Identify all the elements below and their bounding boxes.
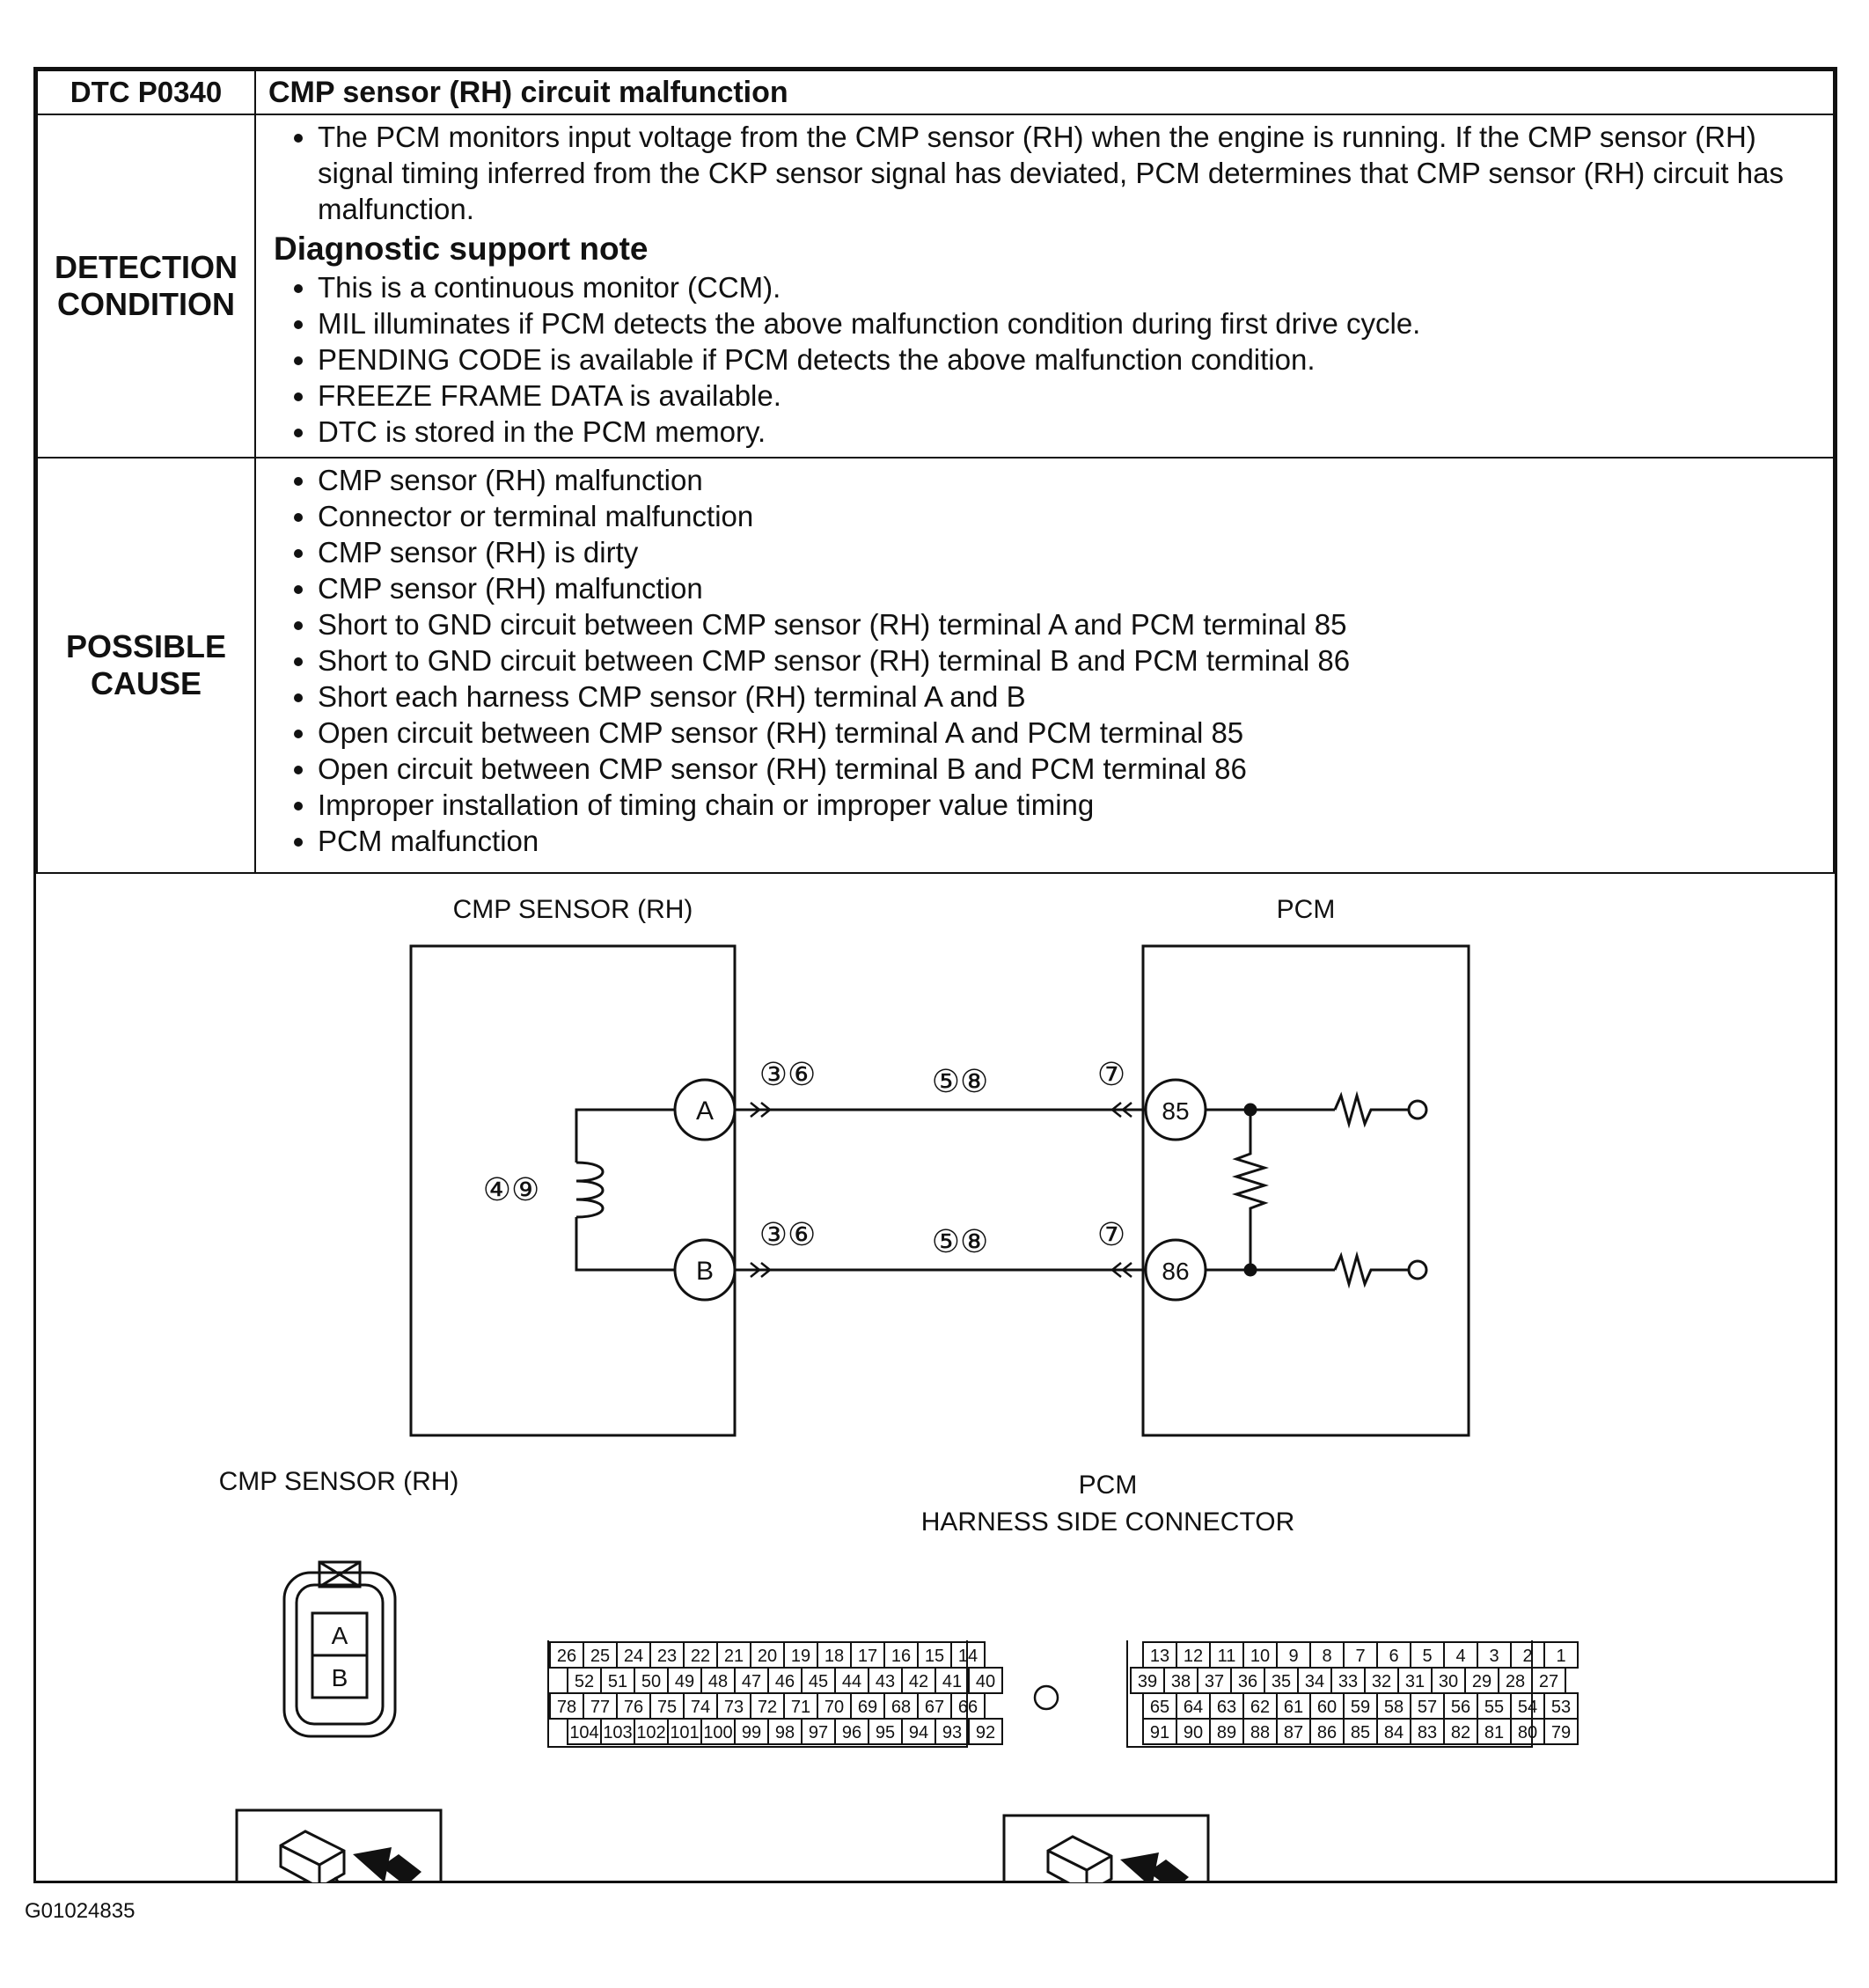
terminal-b-label: B [695, 1257, 715, 1286]
connector-pin-number: 69 [857, 1698, 878, 1717]
possible-cause-label-line2: CAUSE [90, 665, 202, 701]
connector-pin-number: 100 [703, 1723, 733, 1742]
connector-pin-number: 66 [957, 1698, 978, 1717]
list-item: • Short to GND circuit between CMP sensor (RH) terminal A and PCM terminal 85 [318, 606, 1822, 642]
connector-pin-number: 3 [1489, 1647, 1499, 1666]
connector-pin-number: 39 [1137, 1672, 1158, 1691]
connector-pin-number: 23 [656, 1647, 678, 1666]
list-item: • MIL illuminates if PCM detects the above malfunction condition during first drive cycle. [318, 305, 1822, 341]
connector-pin-number: 32 [1371, 1672, 1392, 1691]
connector-pin-number: 90 [1183, 1723, 1204, 1742]
possible-cause-list [267, 462, 1822, 859]
connector-pin-number: 7 [1355, 1647, 1366, 1666]
detection-label-line2: CONDITION [57, 286, 235, 322]
dtc-code: DTC P0340 [37, 70, 255, 114]
connector-pin-number: 19 [790, 1647, 811, 1666]
connector-pin-number: 104 [569, 1723, 599, 1742]
connector-pin-number: 84 [1383, 1723, 1404, 1742]
connector-pin-number: 22 [690, 1647, 711, 1666]
connector-pin-number: 57 [1417, 1698, 1438, 1717]
connector-pin-number: 61 [1283, 1698, 1304, 1717]
connector-pin-number: 8 [1322, 1647, 1332, 1666]
connector-pin-number: 58 [1383, 1698, 1404, 1717]
detection-label-line1: DETECTION [54, 249, 238, 285]
connector-pin-number: 56 [1450, 1698, 1471, 1717]
connector-pin-number: 88 [1250, 1723, 1271, 1742]
detection-label [37, 114, 255, 458]
connector-pin-number: 30 [1438, 1672, 1459, 1691]
connector-pin-number: 89 [1216, 1723, 1237, 1742]
connector-pin-number: 83 [1417, 1723, 1438, 1742]
connector-pin-number: 21 [723, 1647, 744, 1666]
connector-pin-number: 60 [1316, 1698, 1338, 1717]
junction-dot [1245, 1104, 1256, 1115]
connector-pin-number: 86 [1316, 1723, 1338, 1742]
connector-key-icon [1035, 1686, 1058, 1709]
support-heading: Diagnostic support note [274, 231, 649, 267]
connector-pin-number: 103 [603, 1723, 633, 1742]
pcm-title: PCM [1276, 895, 1336, 924]
coil-marks: ④⑨ [482, 1171, 540, 1207]
possible-cause-body [255, 458, 1834, 873]
connector-pin-number: 82 [1450, 1723, 1471, 1742]
connector-pin-number: 78 [556, 1698, 577, 1717]
detection-description: • The PCM monitors input voltage from the CMP sensor (RH) when the engine is running. If the CMP sensor (RH) signal timing inferred from the CKP sensor signal has deviated, PCM determines that CMP sensor (RH) circuit has malfunction. [318, 119, 1822, 227]
possible-cause-label [37, 458, 255, 873]
connector-pin-number: 34 [1304, 1672, 1325, 1691]
connector-pin-number: 24 [623, 1647, 644, 1666]
connector-pin-number: 98 [774, 1723, 795, 1742]
pcm-harness-connector [548, 1640, 1578, 1747]
connector-pin-number: 81 [1484, 1723, 1505, 1742]
connector-pin-number: 43 [875, 1672, 896, 1691]
figure-id: G01024835 [25, 1899, 136, 1923]
connector-pin-number: 29 [1471, 1672, 1492, 1691]
connector-pin-number: 10 [1250, 1647, 1271, 1666]
connector-pin-number: 2 [1522, 1647, 1533, 1666]
connector-pin-number: 92 [975, 1723, 996, 1742]
list-item: • FREEZE FRAME DATA is available. [318, 378, 1822, 414]
connector-pin-number: 87 [1283, 1723, 1304, 1742]
connector-pin-number: 26 [556, 1647, 577, 1666]
connector-pin-number: 52 [574, 1672, 595, 1691]
connector-pin-number: 77 [590, 1698, 611, 1717]
connector-pin-number: 14 [957, 1647, 978, 1666]
connector-pin-number: 54 [1517, 1698, 1538, 1717]
dtc-document [33, 67, 1837, 1883]
connector-pin-number: 96 [841, 1723, 862, 1742]
sensor-side-marks-b: ③⑥ [759, 1216, 817, 1252]
pcm-connector-inspect-icon [1004, 1816, 1208, 1882]
connector-pin-number: 38 [1170, 1672, 1191, 1691]
list-item: • PENDING CODE is available if PCM detects the above malfunction condition. [318, 341, 1822, 378]
resistor-icon [1335, 1256, 1409, 1284]
sensor-connector [284, 1562, 395, 1736]
connector-pin-number: 75 [656, 1698, 678, 1717]
connector-pin-number: 76 [623, 1698, 644, 1717]
connector-inspect-icon [237, 1810, 441, 1882]
connector-pin-number: 16 [891, 1647, 912, 1666]
connector-pin-number: 6 [1389, 1647, 1399, 1666]
connector-pin-number: 99 [741, 1723, 762, 1742]
connector-pin-number: 101 [670, 1723, 700, 1742]
pcm-box [1143, 946, 1469, 1435]
list-item: • CMP sensor (RH) malfunction [318, 462, 1822, 498]
connector-pin-number: 35 [1271, 1672, 1292, 1691]
connector-pin-number: 4 [1455, 1647, 1466, 1666]
connector-pin-number: 53 [1550, 1698, 1572, 1717]
connector-pin-number: 11 [1217, 1647, 1236, 1666]
pcm-side-marks-b: ⑦ [1096, 1216, 1126, 1252]
connector-pin-number: 51 [607, 1672, 628, 1691]
connector-pin-number: 59 [1350, 1698, 1371, 1717]
connector-pin-number: 91 [1149, 1723, 1170, 1742]
connector-pin-number: 47 [741, 1672, 762, 1691]
connector-pin-number: 48 [707, 1672, 729, 1691]
resistor-icon [1236, 1110, 1264, 1270]
connector-pin-number: 49 [674, 1672, 695, 1691]
detection-description-list [267, 119, 1822, 227]
connector-pin-number: 46 [774, 1672, 795, 1691]
connector-pin-number: 68 [891, 1698, 912, 1717]
connector-pin-number: 85 [1350, 1723, 1371, 1742]
pcm-side-marks-a: ⑦ [1096, 1056, 1126, 1092]
connector-pin-number: 40 [975, 1672, 996, 1691]
connector-pin-number: 64 [1183, 1698, 1204, 1717]
possible-cause-label-line1: POSSIBLE [65, 628, 227, 664]
connector-pin-number: 25 [590, 1647, 611, 1666]
connector-pin-number: 15 [924, 1647, 945, 1666]
connector-pin-number: 1 [1556, 1647, 1566, 1666]
connector-pin-number: 27 [1538, 1672, 1559, 1691]
terminal-a-label: A [695, 1097, 715, 1126]
connector-pin-number: 70 [824, 1698, 845, 1717]
sensor-box [411, 946, 735, 1435]
sensor-pin-b: B [331, 1664, 348, 1691]
connector-pin-number: 55 [1484, 1698, 1505, 1717]
wire-marks-a: ⑤⑧ [931, 1063, 989, 1099]
list-item: • Improper installation of timing chain or improper value timing [318, 787, 1822, 823]
connector-pin-number: 71 [790, 1698, 811, 1717]
connector-pin-number: 72 [757, 1698, 778, 1717]
pcm-connector-title-line2: HARNESS SIDE CONNECTOR [920, 1508, 1295, 1537]
connector-pin-number: 73 [723, 1698, 744, 1717]
detection-body [255, 114, 1834, 458]
connector-pin-number: 33 [1338, 1672, 1359, 1691]
coil-wire-lower [576, 1217, 675, 1270]
connector-pin-number: 9 [1288, 1647, 1299, 1666]
connector-pin-number: 41 [942, 1672, 963, 1691]
connector-pin-number: 63 [1216, 1698, 1237, 1717]
connector-pin-number: 31 [1404, 1672, 1426, 1691]
connector-pin-number: 37 [1204, 1672, 1225, 1691]
wire-marks-b: ⑤⑧ [931, 1223, 989, 1259]
list-item: • Short each harness CMP sensor (RH) terminal A and B [318, 679, 1822, 715]
connector-pin-number: 44 [841, 1672, 862, 1691]
list-item: • This is a continuous monitor (CCM). [318, 269, 1822, 305]
wiring-diagram [36, 862, 1835, 1882]
connector-pin-number: 50 [641, 1672, 662, 1691]
resistor-icon [1335, 1096, 1409, 1124]
coil-icon [576, 1163, 603, 1217]
open-terminal-icon [1409, 1261, 1426, 1279]
connector-pin-number: 93 [942, 1723, 963, 1742]
connector-pin-number: 67 [924, 1698, 945, 1717]
coil-wire [576, 1110, 675, 1163]
list-item: • DTC is stored in the PCM memory. [318, 414, 1822, 450]
dtc-title: CMP sensor (RH) circuit malfunction [255, 70, 1834, 114]
connector-pin-number: 13 [1149, 1647, 1170, 1666]
connector-pin-number: 20 [757, 1647, 778, 1666]
connector-pin-number: 17 [857, 1647, 878, 1666]
list-item: • CMP sensor (RH) is dirty [318, 534, 1822, 570]
sensor-pin-a: A [331, 1622, 348, 1649]
list-item: • Short to GND circuit between CMP sensor (RH) terminal B and PCM terminal 86 [318, 642, 1822, 679]
connector-pin-number: 5 [1422, 1647, 1433, 1666]
connector-pin-number: 18 [824, 1647, 845, 1666]
sensor-title: CMP SENSOR (RH) [452, 895, 693, 924]
connector-pin-number: 12 [1183, 1647, 1204, 1666]
connector-pin-number: 36 [1237, 1672, 1258, 1691]
pcm-connector-title-line1: PCM [1078, 1471, 1138, 1500]
connector-pin-number: 102 [636, 1723, 666, 1742]
connector-pin-number: 28 [1505, 1672, 1526, 1691]
pcm-terminal-85-label: 85 [1162, 1097, 1190, 1125]
list-item: • CMP sensor (RH) malfunction [318, 570, 1822, 606]
junction-dot [1245, 1265, 1256, 1275]
connector-pin-number: 74 [690, 1698, 711, 1717]
connector-pin-number: 79 [1550, 1723, 1572, 1742]
connector-pin-number: 94 [908, 1723, 929, 1742]
list-item: • Connector or terminal malfunction [318, 498, 1822, 534]
connector-pin-number: 65 [1149, 1698, 1170, 1717]
list-item: • PCM malfunction [318, 823, 1822, 859]
connector-pin-number: 45 [808, 1672, 829, 1691]
connector-pin-number: 97 [808, 1723, 829, 1742]
sensor-connector-title: CMP SENSOR (RH) [218, 1467, 459, 1496]
sensor-side-marks-a: ③⑥ [759, 1056, 817, 1092]
open-terminal-icon [1409, 1101, 1426, 1119]
pcm-terminal-86-label: 86 [1162, 1258, 1190, 1285]
list-item: • Open circuit between CMP sensor (RH) terminal A and PCM terminal 85 [318, 715, 1822, 751]
dtc-table [36, 70, 1835, 874]
connector-pin-number: 42 [908, 1672, 929, 1691]
connector-pin-number: 62 [1250, 1698, 1271, 1717]
connector-pin-number: 95 [875, 1723, 896, 1742]
connector-pin-number: 80 [1517, 1723, 1538, 1742]
list-item: • Open circuit between CMP sensor (RH) terminal B and PCM terminal 86 [318, 751, 1822, 787]
support-notes-list [267, 269, 1822, 450]
